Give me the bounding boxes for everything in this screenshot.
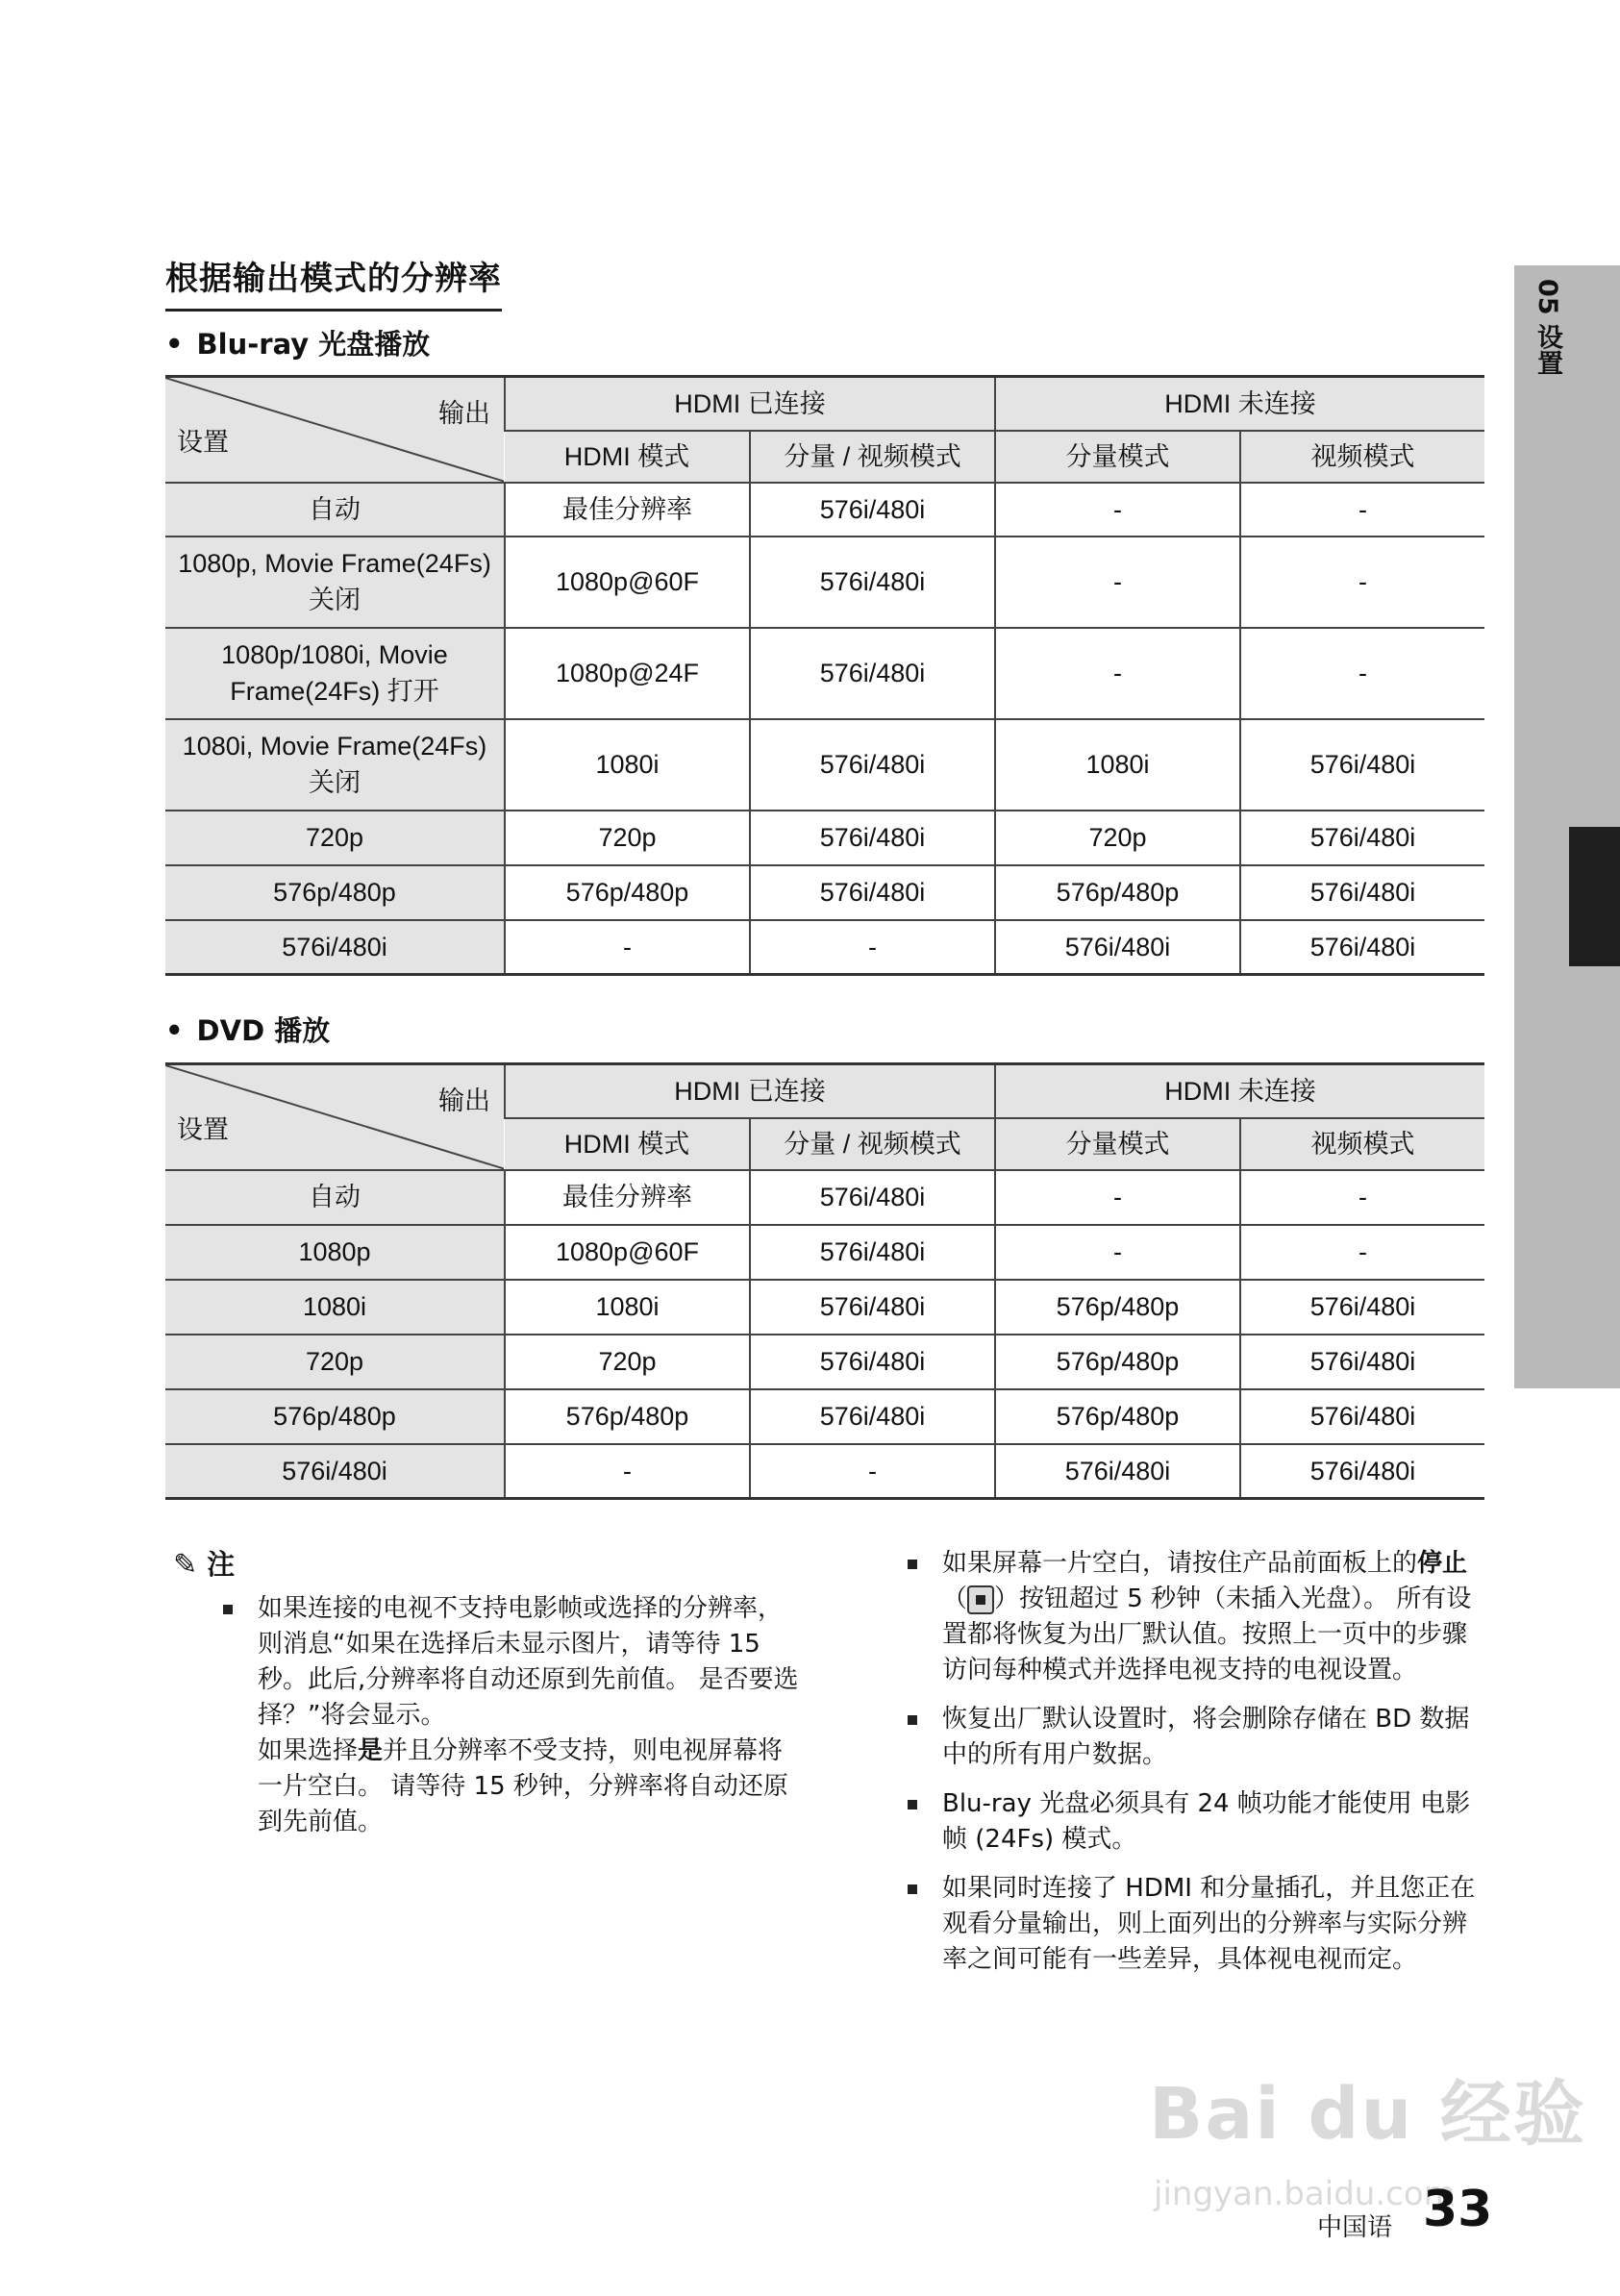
cell-component: 576i/480i: [995, 920, 1240, 975]
table-row: [165, 1444, 1484, 1499]
cell-component: -: [995, 1170, 1240, 1225]
cell-component: 1080i: [995, 719, 1240, 811]
cell-video: 576i/480i: [1240, 1389, 1484, 1444]
table-row: [165, 865, 1484, 920]
cell-component-video: 576i/480i: [750, 811, 995, 865]
cell-hdmi: 1080i: [505, 1280, 750, 1335]
cell-component: -: [995, 483, 1240, 537]
dvd-heading: • DVD 播放: [165, 1014, 331, 1047]
note-text-continued: 如果选择是并且分辨率不受支持，则电视屏幕将一片空白。 请等待 15 秒钟，分辨率将自动还原到先前值。: [258, 1736, 788, 1836]
watermark-logo: Bai du 经验: [1149, 2073, 1586, 2156]
pencil-icon: ✎: [173, 1548, 198, 1582]
row-setting: 1080p/1080i, Movie Frame(24Fs) 打开: [165, 628, 505, 719]
cell-component: -: [995, 628, 1240, 719]
cell-hdmi: 720p: [505, 811, 750, 865]
table-row: [165, 1170, 1484, 1225]
cell-hdmi: 1080i: [505, 719, 750, 811]
group-header-hdmi-connected: HDMI 已连接: [505, 1064, 995, 1118]
row-setting: 576i/480i: [165, 920, 505, 975]
list-item: [219, 1591, 806, 1840]
cell-video: -: [1240, 1170, 1484, 1225]
table-row: [165, 483, 1484, 537]
row-setting: 自动: [165, 483, 505, 537]
cell-component: 576p/480p: [995, 1335, 1240, 1389]
col-header-component-video: 分量 / 视频模式: [750, 1118, 995, 1170]
cell-hdmi: 最佳分辨率: [505, 1170, 750, 1225]
watermark-url: jingyan.baidu.com: [1154, 2175, 1456, 2213]
cell-component-video: 576i/480i: [750, 719, 995, 811]
table-row: [165, 628, 1484, 719]
row-setting: 576p/480p: [165, 1389, 505, 1444]
corner-output-label: 输出: [438, 399, 490, 428]
bluray-heading-text: Blu-ray 光盘播放: [196, 328, 431, 361]
cell-video: -: [1240, 483, 1484, 537]
footer-language: 中国语: [1317, 2213, 1393, 2242]
cell-video: 576i/480i: [1240, 719, 1484, 811]
cell-component: 576p/480p: [995, 1280, 1240, 1335]
cell-component: 576p/480p: [995, 865, 1240, 920]
page-title: 根据输出模式的分辨率: [165, 252, 502, 312]
cell-component: 576i/480i: [995, 1444, 1240, 1499]
table-row: [165, 537, 1484, 628]
dvd-heading-text: DVD 播放: [196, 1014, 331, 1047]
note-text: 如果连接的电视不支持电影帧或选择的分辨率，则消息“如果在选择后未显示图片，请等待 15 秒。此后,分辨率将自动还原到先前值。 是否要选择？”将会显示。: [258, 1594, 799, 1730]
chapter-tab-marker: [1569, 827, 1620, 966]
col-header-hdmi-mode: HDMI 模式: [505, 431, 750, 483]
cell-video: 576i/480i: [1240, 811, 1484, 865]
cell-video: 576i/480i: [1240, 1444, 1484, 1499]
cell-hdmi: -: [505, 920, 750, 975]
row-setting: 720p: [165, 811, 505, 865]
row-setting: 1080i: [165, 1280, 505, 1335]
cell-component: 576p/480p: [995, 1389, 1240, 1444]
cell-component-video: 576i/480i: [750, 1225, 995, 1280]
cell-component-video: 576i/480i: [750, 1389, 995, 1444]
cell-component-video: -: [750, 920, 995, 975]
table-row: [165, 920, 1484, 975]
cell-hdmi: 最佳分辨率: [505, 483, 750, 537]
corner-setting-label: 设置: [177, 427, 229, 457]
note-text: 如果同时连接了 HDMI 和分量插孔，并且您正在观看分量输出，则上面列出的分辨率与实际分辨率之间可能有一些差异，具体视电视而定。: [942, 1874, 1476, 1974]
table-row: [165, 719, 1484, 811]
list-item: [904, 1702, 1490, 1773]
notes-heading: [173, 1543, 235, 1583]
cell-component-video: 576i/480i: [750, 483, 995, 537]
cell-video: 576i/480i: [1240, 1280, 1484, 1335]
group-header-hdmi-not-connected: HDMI 未连接: [995, 377, 1484, 431]
cell-component-video: 576i/480i: [750, 865, 995, 920]
bluray-heading: • Blu-ray 光盘播放: [165, 328, 431, 361]
col-header-component: 分量模式: [995, 431, 1240, 483]
notes-heading-text: 注: [207, 1548, 236, 1581]
cell-component-video: 576i/480i: [750, 1170, 995, 1225]
cell-video: 576i/480i: [1240, 865, 1484, 920]
cell-hdmi: 576p/480p: [505, 1389, 750, 1444]
list-item: [904, 1786, 1490, 1858]
cell-component-video: 576i/480i: [750, 628, 995, 719]
row-setting: 576p/480p: [165, 865, 505, 920]
cell-video: -: [1240, 628, 1484, 719]
table-row: [165, 1335, 1484, 1389]
col-header-component: 分量模式: [995, 1118, 1240, 1170]
cell-video: 576i/480i: [1240, 920, 1484, 975]
notes-right-list: [904, 1546, 1490, 1991]
cell-video: -: [1240, 1225, 1484, 1280]
bluray-resolution-table: [165, 375, 1484, 976]
col-header-hdmi-mode: HDMI 模式: [505, 1118, 750, 1170]
cell-component: -: [995, 537, 1240, 628]
bullet-square-icon: [908, 1800, 917, 1809]
cell-component-video: 576i/480i: [750, 537, 995, 628]
cell-video: 576i/480i: [1240, 1335, 1484, 1389]
note-text: Blu-ray 光盘必须具有 24 帧功能才能使用 电影帧 (24Fs) 模式。: [942, 1789, 1471, 1854]
notes-left-list: [219, 1591, 806, 1854]
table-corner-cell: [165, 1064, 505, 1170]
col-header-video: 视频模式: [1240, 431, 1484, 483]
table-row: [165, 811, 1484, 865]
stop-button-icon: [967, 1585, 994, 1614]
cell-component-video: 576i/480i: [750, 1335, 995, 1389]
corner-output-label: 输出: [438, 1086, 490, 1115]
cell-hdmi: 1080p@60F: [505, 537, 750, 628]
row-setting: 1080p, Movie Frame(24Fs) 关闭: [165, 537, 505, 628]
row-setting: 自动: [165, 1170, 505, 1225]
corner-setting-label: 设置: [177, 1114, 229, 1144]
table-row: [165, 1225, 1484, 1280]
bullet-square-icon: [223, 1605, 233, 1614]
bullet-square-icon: [908, 1560, 917, 1569]
row-setting: 720p: [165, 1335, 505, 1389]
cell-hdmi: 1080p@60F: [505, 1225, 750, 1280]
table-corner-cell: [165, 377, 505, 483]
group-header-hdmi-connected: HDMI 已连接: [505, 377, 995, 431]
cell-video: -: [1240, 537, 1484, 628]
bullet-square-icon: [908, 1715, 917, 1725]
page-number: 33: [1423, 2181, 1493, 2238]
note-text: 恢复出厂默认设置时，将会删除存储在 BD 数据中的所有用户数据。: [942, 1705, 1470, 1769]
cell-hdmi: 1080p@24F: [505, 628, 750, 719]
cell-component-video: -: [750, 1444, 995, 1499]
cell-hdmi: 576p/480p: [505, 865, 750, 920]
cell-component-video: 576i/480i: [750, 1280, 995, 1335]
table-row: [165, 1389, 1484, 1444]
list-item: [904, 1871, 1490, 1978]
row-setting: 1080i, Movie Frame(24Fs) 关闭: [165, 719, 505, 811]
cell-component: -: [995, 1225, 1240, 1280]
col-header-video: 视频模式: [1240, 1118, 1484, 1170]
row-setting: 1080p: [165, 1225, 505, 1280]
row-setting: 576i/480i: [165, 1444, 505, 1499]
cell-component: 720p: [995, 811, 1240, 865]
bullet-square-icon: [908, 1884, 917, 1894]
table-row: [165, 1280, 1484, 1335]
list-item: 如果屏幕一片空白，请按住产品前面板上的停止（ ）按钮超过 5 秒钟（未插入光盘）。 所有设置都将恢复为出厂默认值。按照上一页中的步骤访问每种模式并选择电视支持的电视设置。: [904, 1546, 1490, 1688]
group-header-hdmi-not-connected: HDMI 未连接: [995, 1064, 1484, 1118]
cell-hdmi: 720p: [505, 1335, 750, 1389]
cell-hdmi: -: [505, 1444, 750, 1499]
dvd-resolution-table: [165, 1062, 1484, 1500]
chapter-tab-label: 05 设置: [1533, 279, 1562, 376]
col-header-component-video: 分量 / 视频模式: [750, 431, 995, 483]
